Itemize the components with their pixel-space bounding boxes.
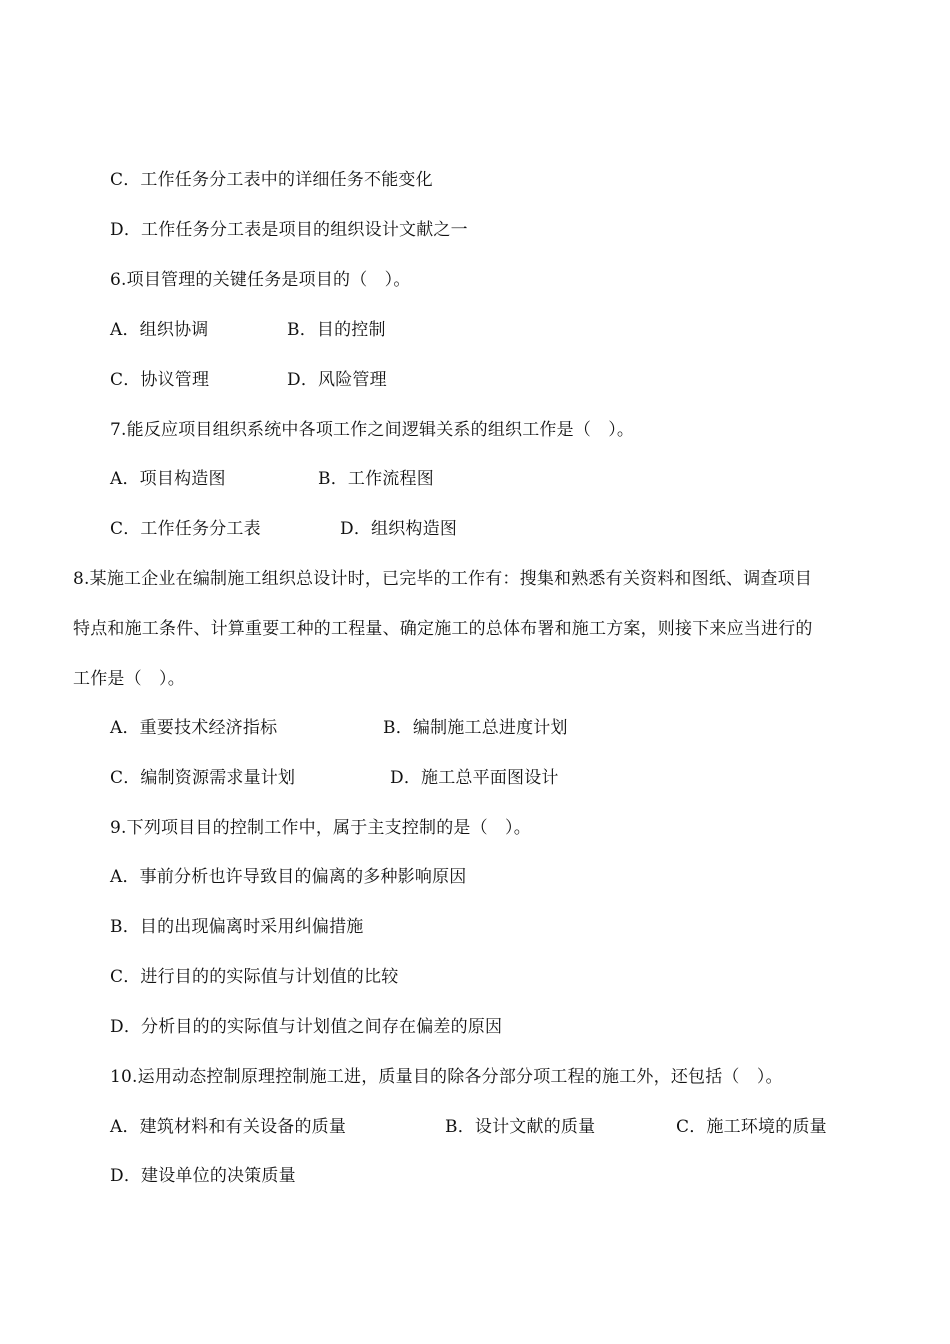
q8-stem-line-1: 8.某施工企业在编制施工组织总设计时，已完毕的工作有：搜集和熟悉有关资料和图纸、调查项目: [73, 569, 813, 589]
q10-option-c: C．施工环境的质量: [676, 1117, 827, 1137]
q10-option-a: A．建筑材料和有关设备的质量: [110, 1117, 347, 1137]
q9-option-a: A．事前分析也许导致目的偏离的多种影响原因: [110, 867, 467, 887]
q8-option-c: C．编制资源需求量计划: [110, 768, 296, 788]
q10-stem: 10.运用动态控制原理控制施工进，质量目的除各分部分项工程的施工外，还包括（ ）。: [110, 1067, 783, 1087]
q10-option-b: B．设计文献的质量: [445, 1117, 596, 1137]
q5-option-d: D．工作任务分工表是项目的组织设计文献之一: [110, 220, 468, 240]
q9-option-c: C．进行目的的实际值与计划值的比较: [110, 967, 399, 987]
q5-option-c: C．工作任务分工表中的详细任务不能变化: [110, 170, 433, 190]
q9-option-d: D．分析目的的实际值与计划值之间存在偏差的原因: [110, 1017, 503, 1037]
q7-option-b: B．工作流程图: [318, 469, 434, 489]
q8-option-d: D．施工总平面图设计: [390, 768, 559, 788]
q6-option-c: C．协议管理: [110, 370, 210, 390]
q7-option-d: D．组织构造图: [340, 519, 458, 539]
q8-option-a: A．重要技术经济指标: [110, 718, 278, 738]
q6-option-b: B．目的控制: [287, 320, 386, 340]
q7-option-a: A．项目构造图: [110, 469, 226, 489]
q8-option-b: B．编制施工总进度计划: [383, 718, 568, 738]
q6-option-a: A．组织协调: [110, 320, 209, 340]
q6-stem: 6.项目管理的关键任务是项目的（ ）。: [110, 270, 411, 290]
q6-option-d: D．风险管理: [287, 370, 387, 390]
q7-option-c: C．工作任务分工表: [110, 519, 261, 539]
q10-option-d: D．建设单位的决策质量: [110, 1166, 296, 1186]
q9-option-b: B．目的出现偏离时采用纠偏措施: [110, 917, 364, 937]
q9-stem: 9.下列项目目的控制工作中，属于主支控制的是（ ）。: [110, 818, 531, 838]
q7-stem: 7.能反应项目组织系统中各项工作之间逻辑关系的组织工作是（ ）。: [110, 420, 635, 440]
q8-stem-line-2: 特点和施工条件、计算重要工种的工程量、确定施工的总体布署和施工方案，则接下来应当进行的: [73, 619, 813, 639]
q8-stem-line-3: 工作是（ ）。: [73, 669, 185, 689]
